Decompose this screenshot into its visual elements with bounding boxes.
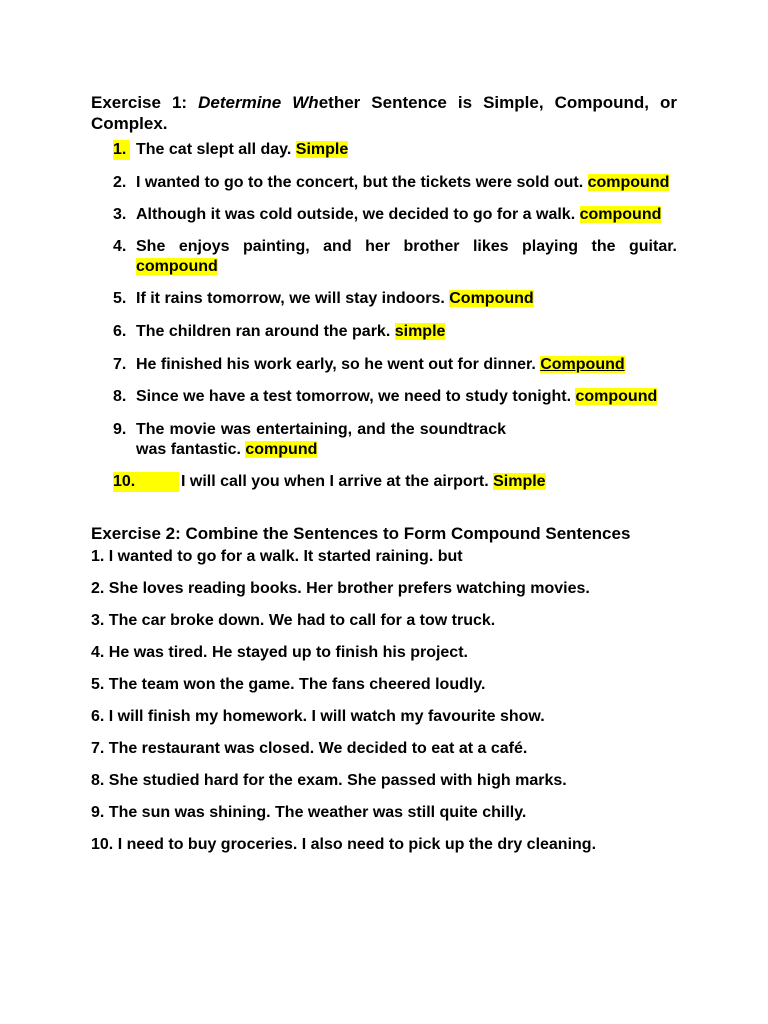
exercise-1-heading-rest: ether Sentence is Simple, Compound, or Complex. [91, 93, 678, 133]
exercise-2-item: 4. He was tired. He stayed up to finish his project. [91, 644, 468, 661]
exercise-2-item: 8. She studied hard for the exam. She passed with high marks. [91, 772, 567, 789]
item-answer: compound [579, 206, 662, 223]
item-answer: Simple [493, 473, 546, 490]
exercise-2-item: 3. The car broke down. We had to call for a tow truck. [91, 612, 496, 629]
exercise-1-item [91, 173, 677, 193]
item-number: 7. [113, 356, 127, 373]
item-number: 1. [113, 140, 130, 160]
exercise-1-item [91, 472, 677, 492]
exercise-2-heading: Exercise 2: Combine the Sentences to Form Compound Sentences [91, 524, 631, 543]
item-number: 3. [113, 206, 127, 223]
item-answer: compound [575, 388, 658, 405]
item-sentence: She enjoys painting, and her brother likes playing the guitar. [136, 238, 677, 255]
item-sentence: If it rains tomorrow, we will stay indoors. [136, 290, 450, 307]
exercise-1-item [91, 140, 677, 160]
exercise-1-list [91, 140, 677, 492]
item-number: 5. [113, 290, 127, 307]
item-sentence: The cat slept all day. [136, 141, 296, 158]
exercise-1-heading-prefix: Exercise 1: [91, 93, 199, 112]
document-page [91, 92, 677, 867]
item-number: 8. [113, 388, 127, 405]
exercise-1-heading [91, 92, 677, 134]
item-answer: compound [587, 174, 670, 191]
exercise-1-item [91, 237, 677, 277]
item-sentence: The children ran around the park. [136, 323, 395, 340]
exercise-2-item: 7. The restaurant was closed. We decided to eat at a café. [91, 740, 528, 757]
item-sentence: I will call you when I arrive at the airport. [181, 473, 494, 490]
exercise-2-item: 2. She loves reading books. Her brother prefers watching movies. [91, 580, 590, 597]
item-sentence: The movie was entertaining, and the soundtrack was fantastic. [136, 421, 506, 458]
exercise-2-item: 9. The sun was shining. The weather was still quite chilly. [91, 804, 527, 821]
item-number: 2. [113, 174, 127, 191]
exercise-2-item: 10. I need to buy groceries. I also need to pick up the dry cleaning. [91, 836, 597, 853]
item-sentence: He finished his work early, so he went out for dinner. [136, 356, 541, 373]
exercise-2-list [91, 547, 677, 855]
item-answer: simple [394, 323, 446, 340]
exercise-1-item [91, 420, 506, 460]
exercise-1-item [91, 355, 677, 375]
exercise-2-item: 5. The team won the game. The fans cheered loudly. [91, 676, 486, 693]
exercise-2-item: 6. I will finish my homework. I will watch my favourite show. [91, 708, 545, 725]
item-number: 10. [113, 472, 179, 492]
item-sentence: Although it was cold outside, we decided to go for a walk. [136, 206, 580, 223]
item-answer: Compound [449, 290, 534, 307]
exercise-1-item [91, 205, 677, 225]
item-number: 6. [113, 323, 127, 340]
exercise-1-item [91, 387, 677, 407]
exercise-1-heading-italic: Determine Wh [198, 93, 319, 112]
exercise-1-item [91, 289, 677, 309]
item-sentence: Since we have a test tomorrow, we need to study tonight. [136, 388, 576, 405]
item-answer: compund [245, 441, 318, 458]
item-answer: Simple [295, 141, 349, 158]
exercise-2-item: 1. I wanted to go for a walk. It started raining. but [91, 548, 463, 565]
item-number: 4. [113, 238, 127, 255]
item-answer: compound [136, 258, 218, 275]
item-answer: Compound [540, 356, 625, 373]
item-sentence: I wanted to go to the concert, but the tickets were sold out. [136, 174, 588, 191]
exercise-1-item [91, 322, 677, 342]
item-number: 9. [113, 421, 127, 438]
